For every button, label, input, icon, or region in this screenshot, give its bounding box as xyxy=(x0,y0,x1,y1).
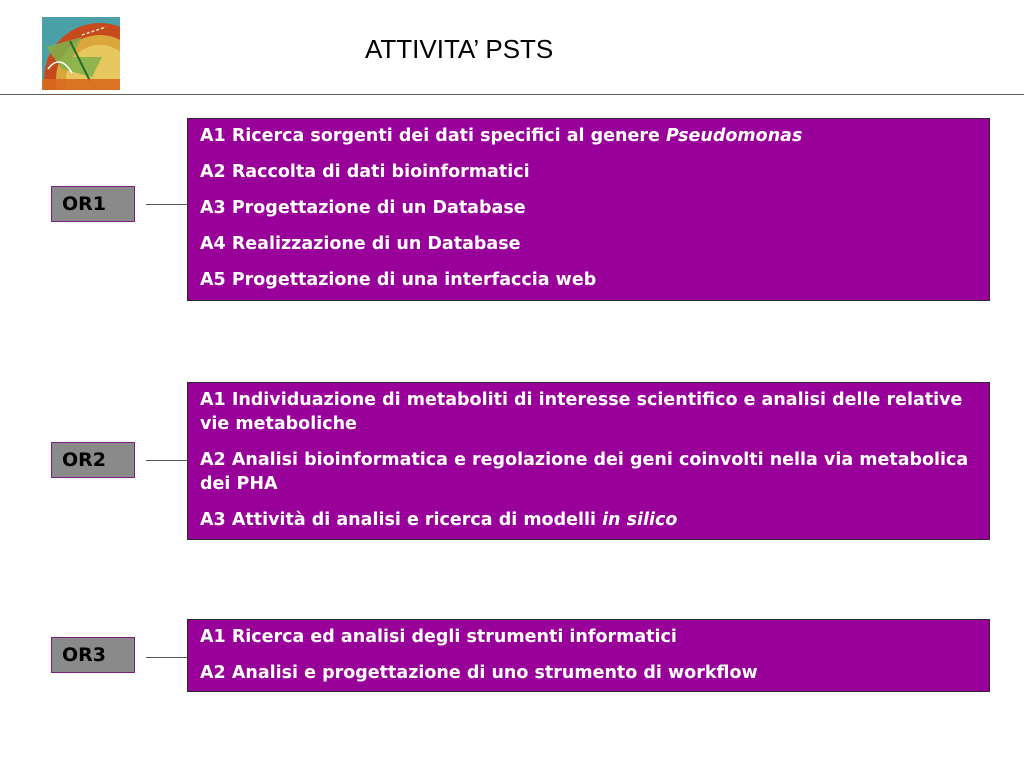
activity-item: A3 Attività di analisi e ricerca di modelli in silico xyxy=(200,510,678,530)
or2-activity-box xyxy=(187,382,990,540)
activity-item: A5 Progettazione di una interfaccia web xyxy=(200,270,597,290)
or1-connector xyxy=(146,204,188,205)
activity-item: A3 Progettazione di un Database xyxy=(200,198,526,218)
or3-activity-box xyxy=(187,619,990,692)
activity-item: A2 Raccolta di dati bioinformatici xyxy=(200,162,530,182)
or3-connector xyxy=(146,657,188,658)
activity-item: A1 Ricerca sorgenti dei dati specifici al genere Pseudomonas xyxy=(200,126,803,146)
header-divider xyxy=(0,94,1024,95)
page-title: ATTIVITA’ PSTS xyxy=(365,34,554,64)
or1-activity-box xyxy=(187,118,990,301)
or1-label: OR1 xyxy=(51,186,135,222)
activity-item: A2 Analisi bioinformatica e regolazione dei geni coinvolti nella via metabolica dei PHA xyxy=(200,450,969,494)
logo xyxy=(42,17,120,90)
activity-item: A1 Ricerca ed analisi degli strumenti informatici xyxy=(200,627,677,647)
or2-connector xyxy=(146,460,188,461)
logo-emblem-icon xyxy=(42,17,120,90)
activity-item: A1 Individuazione di metaboliti di interesse scientifico e analisi delle relative vie metaboliche xyxy=(200,390,963,434)
or2-label: OR2 xyxy=(51,442,135,478)
activity-item: A2 Analisi e progettazione di uno strumento di workflow xyxy=(200,663,758,683)
or3-label: OR3 xyxy=(51,637,135,673)
activity-item: A4 Realizzazione di un Database xyxy=(200,234,521,254)
